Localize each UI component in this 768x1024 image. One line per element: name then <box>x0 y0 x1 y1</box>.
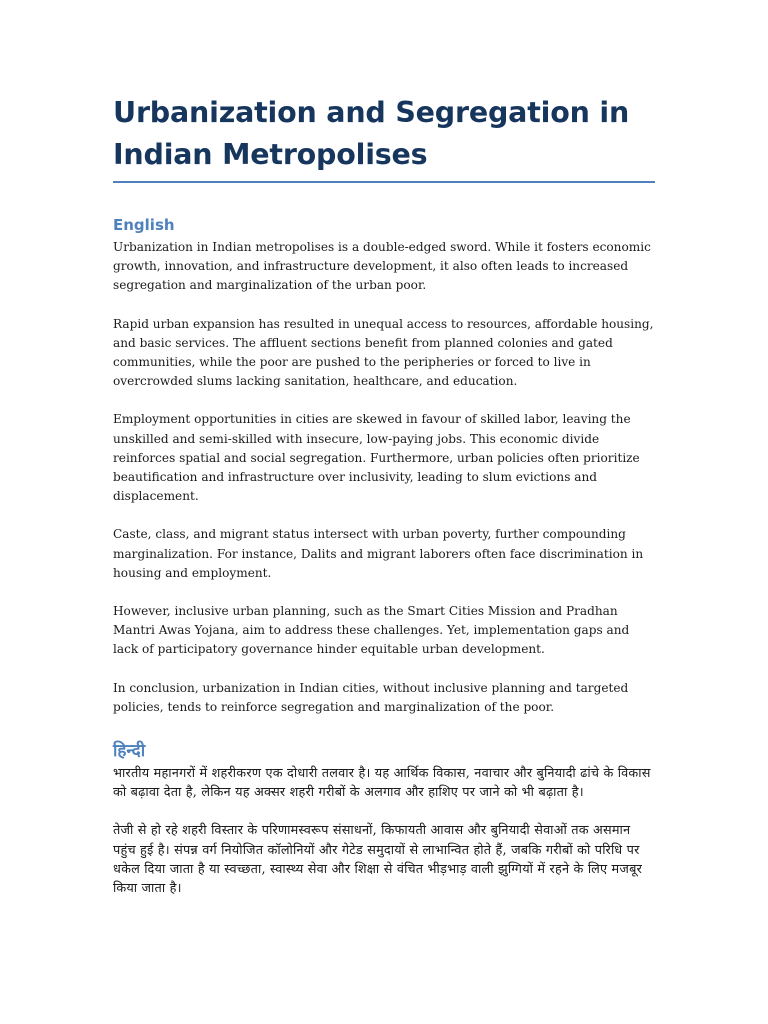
english-section <box>113 214 657 717</box>
paragraph: In conclusion, urbanization in Indian cities, without inclusive planning and targeted policies, tends to reinforce segregation and marginalization of the poor. <box>113 680 629 714</box>
paragraph: Caste, class, and migrant status intersect with urban poverty, further compounding marginalization. For instance, Dalits and migrant laborers often face discrimination in housing and employment. <box>113 527 644 580</box>
document-title: Urbanization and Segregation in Indian Metropolises <box>113 96 630 171</box>
document-body <box>113 92 657 898</box>
title-underline-rule <box>113 181 655 183</box>
paragraph: However, inclusive urban planning, such as the Smart Cities Mission and Pradhan Mantri Awas Yojana, aim to address these challenges. Yet, implementation gaps and lack of participatory governance hinder equitable urban development. <box>113 604 630 657</box>
hindi-section <box>113 740 657 898</box>
section-heading-english: English <box>113 216 175 234</box>
paragraph: भारतीय महानगरों में शहरीकरण एक दोधारी तलवार है। यह आर्थिक विकास, नवाचार और बुनियादी ढांचे के विकास को बढ़ावा देता है, लेकिन यह अक्सर शहरी गरीबों के अलगाव और हाशिए पर जाने को भी बढ़ाता है। <box>113 766 651 801</box>
paragraph: Rapid urban expansion has resulted in unequal access to resources, affordable housing, and basic services. The affluent sections benefit from planned colonies and gated communities, while the poor are pushed to the peripheries or forced to live in overcrowded slums lacking sanitation, healthcare, and education. <box>113 316 654 389</box>
paragraph: Urbanization in Indian metropolises is a double-edged sword. While it fosters economic growth, innovation, and infrastructure development, it also often leads to increased segregation and marginalization of the urban poor. <box>113 240 651 293</box>
section-heading-hindi: हिन्दी <box>113 741 146 762</box>
paragraph: तेजी से हो रहे शहरी विस्तार के परिणामस्वरूप संसाधनों, किफायती आवास और बुनियादी सेवाओं तक असमान पहुंच हुई है। संपन्न वर्ग नियोजित कॉलोनियों और गेटेड समुदायों से लाभान्वित होते हैं, जबकि गरीबों को परिधि पर धकेल दिया जाता है या स्वच्छता, स्वास्थ्य सेवा और शिक्षा से वंचित भीड़भाड़ वाली झुग्गियों में रहने के लिए मजबूर किया जाता है। <box>113 823 643 897</box>
paragraph: Employment opportunities in cities are skewed in favour of skilled labor, leaving the unskilled and semi-skilled with insecure, low-paying jobs. This economic divide reinforces spatial and social segregation. Furthermore, urban policies often prioritize beautification and infrastructure over inclusivity, leading to slum evictions and displacement. <box>113 412 640 504</box>
